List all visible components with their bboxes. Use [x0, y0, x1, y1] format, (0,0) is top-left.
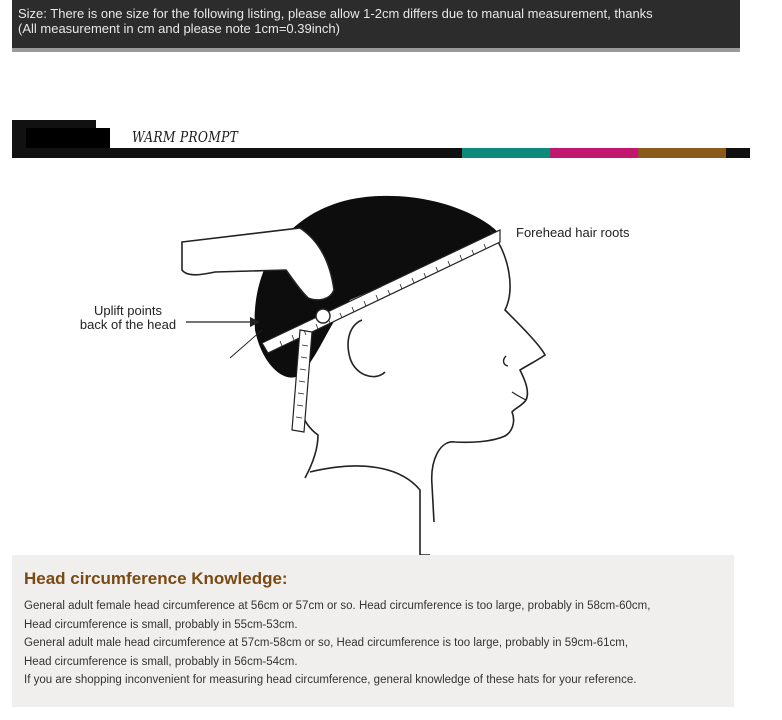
- header-swatch-magenta: [550, 148, 638, 158]
- knowledge-line-5: If you are shopping inconvenient for measuring head circumference, general knowledge of these hats for your reference.: [24, 674, 637, 686]
- knowledge-line-4: Head circumference is small, probably in 56cm-54cm.: [24, 655, 298, 668]
- knowledge-title: Head circumference Knowledge:: [24, 569, 288, 588]
- knowledge-line-3: General adult male head circumference at 57cm-58cm or so, Head circumference is too large, probably in 59cm-61cm,: [24, 637, 629, 649]
- uplift-label-line-1: Uplift points: [94, 303, 162, 318]
- hair-shape: [255, 196, 500, 378]
- shoulder-outline: [310, 466, 430, 555]
- head-knowledge-section: [12, 555, 734, 707]
- size-notice-banner: [12, 0, 740, 52]
- size-notice-line-1: Size: There is one size for the following listing, please allow 1-2cm differs due to manual measurement, thanks: [18, 6, 653, 21]
- head-measurement-diagram: [0, 160, 782, 560]
- size-notice-line-2: (All measurement in cm and please note 1cm=0.39inch): [18, 21, 340, 36]
- header-swatch-teal: [462, 148, 550, 158]
- forehead-label: Forehead hair roots: [516, 225, 630, 240]
- header-swatch-brown: [638, 148, 726, 158]
- hand-shape: [182, 228, 334, 300]
- uplift-label: [74, 304, 182, 332]
- warm-prompt-title: WARM PROMPT: [132, 128, 239, 146]
- knowledge-line-1: General adult female head circumference at 56cm or 57cm or so. Head circumference is too large, probably in 58cm-60cm,: [24, 600, 651, 612]
- warm-prompt-header: [0, 118, 782, 162]
- uplift-label-line-2: back of the head: [79, 317, 177, 332]
- head-illustration: [0, 160, 782, 560]
- nose-mark: [504, 356, 508, 366]
- ear-shape: [348, 320, 385, 377]
- knowledge-line-2: Head circumference is small, probably in 55cm-53cm.: [24, 618, 298, 631]
- tape-tail: [230, 330, 262, 358]
- mouth-mark: [512, 392, 526, 400]
- face-outline: [432, 230, 545, 522]
